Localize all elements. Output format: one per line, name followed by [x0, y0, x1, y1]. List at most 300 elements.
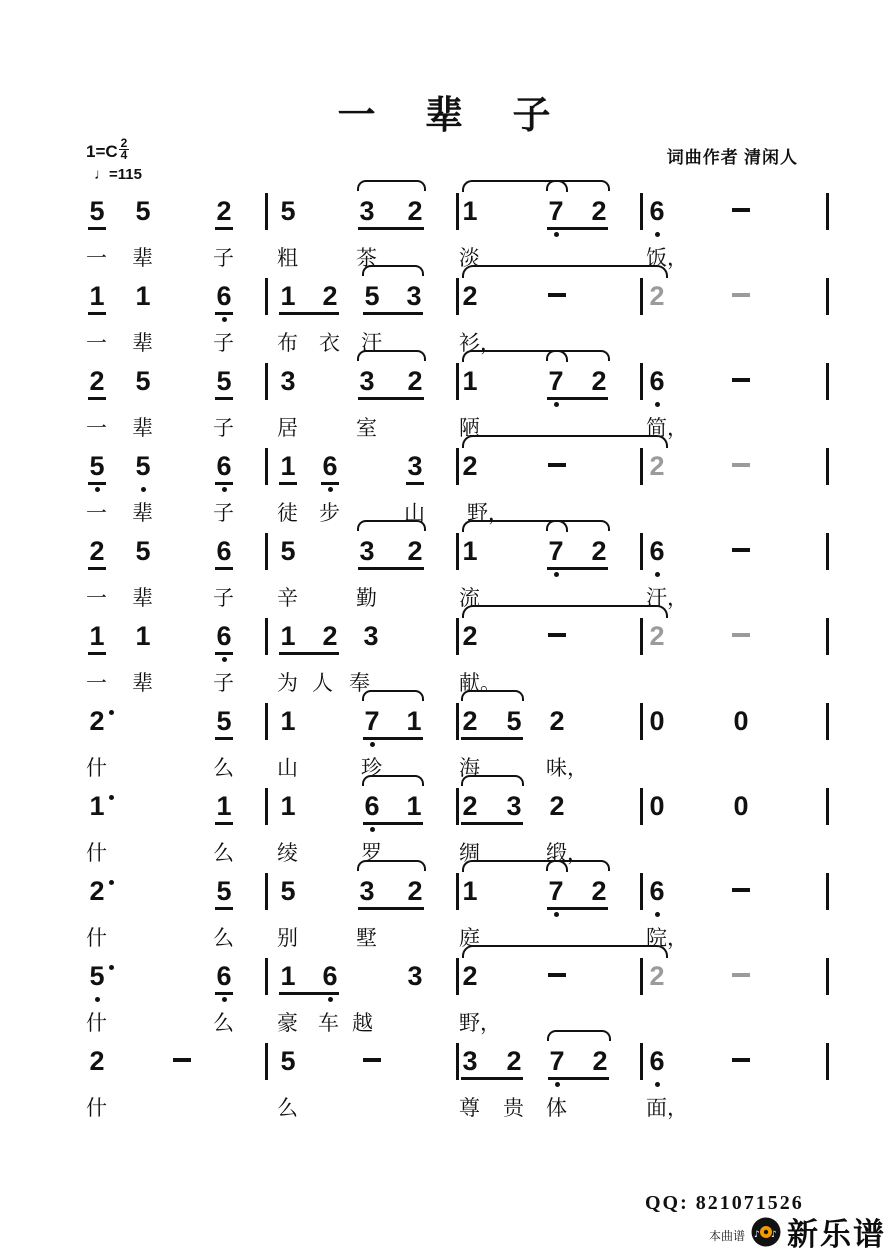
note-digit: 5 — [89, 961, 105, 991]
octave-dot-low — [95, 997, 100, 1002]
slur-arc — [357, 180, 426, 191]
note-digit: 1 — [216, 791, 232, 821]
barline — [265, 958, 268, 995]
lyric-syllable: 粗 — [277, 246, 298, 270]
note-digit: 2 — [462, 791, 478, 821]
note-digit: 2 — [322, 281, 338, 311]
octave-dot-low — [554, 232, 559, 237]
eighth-note-beam — [547, 227, 608, 230]
slur-arc — [546, 350, 610, 361]
note-digit: 5 — [89, 451, 105, 481]
barline — [265, 1043, 268, 1080]
lyric-syllable: 一 — [86, 246, 107, 270]
note-digit: 2 — [216, 196, 232, 226]
note-digit: 6 — [649, 196, 665, 226]
note-digit: 1 — [280, 621, 296, 651]
barline — [826, 618, 829, 655]
note-digit: 2 — [649, 451, 665, 481]
lyric-syllable: 么 — [213, 926, 234, 950]
eighth-note-beam — [215, 992, 233, 995]
octave-dot-low — [554, 912, 559, 917]
lyric-syllable: 野， — [467, 501, 509, 525]
lyric-syllable: 么 — [277, 1096, 298, 1120]
lyric-syllable: 什 — [86, 1011, 107, 1035]
brand-footer — [709, 1209, 888, 1254]
lyric-syllable: 一 — [86, 671, 107, 695]
barline — [265, 618, 268, 655]
eighth-note-beam — [88, 312, 106, 315]
note-digit: 1 — [462, 196, 478, 226]
eighth-note-beam — [461, 737, 523, 740]
note-digit: 5 — [216, 876, 232, 906]
note-digit: 2 — [649, 281, 665, 311]
duration-dash — [732, 463, 750, 467]
barline — [640, 788, 643, 825]
slur-arc — [547, 1030, 611, 1041]
note-digit: 2 — [89, 876, 105, 906]
lyric-syllable: 一 — [86, 586, 107, 610]
note-digit: 2 — [322, 621, 338, 651]
vinyl-record-icon — [750, 1216, 782, 1248]
note-digit: 3 — [359, 536, 375, 566]
note-digit: 2 — [592, 1046, 608, 1076]
lyric-syllable: 衫， — [459, 331, 501, 355]
lyric-syllable: 辛 — [277, 586, 298, 610]
barline — [826, 278, 829, 315]
lyric-syllable: 辈 — [132, 671, 153, 695]
lyric-syllable: 墅 — [356, 926, 377, 950]
eighth-note-beam — [88, 397, 106, 400]
note-digit: 6 — [649, 366, 665, 396]
eighth-note-beam — [547, 567, 608, 570]
note-digit: 5 — [135, 196, 151, 226]
slur-arc — [546, 180, 610, 191]
eighth-note-beam — [547, 907, 608, 910]
barline — [640, 448, 643, 485]
note-digit: 1 — [89, 621, 105, 651]
note-digit: 2 — [407, 876, 423, 906]
note-digit: 6 — [216, 281, 232, 311]
lyric-syllable: 献。 — [459, 671, 501, 695]
lyric-syllable: 辈 — [132, 246, 153, 270]
eighth-note-beam — [461, 1077, 523, 1080]
note-digit: 1 — [462, 536, 478, 566]
barline — [456, 363, 459, 400]
barline — [456, 193, 459, 230]
staff-system-8 — [0, 791, 888, 875]
note-digit: 1 — [135, 281, 151, 311]
barline — [826, 363, 829, 400]
octave-dot-low — [222, 657, 227, 662]
note-digit: 1 — [280, 281, 296, 311]
slur-arc — [462, 435, 668, 448]
lyric-syllable: 为 — [277, 671, 298, 695]
staff-system-9 — [0, 876, 888, 960]
note-digit: 5 — [135, 536, 151, 566]
note-digit: 5 — [280, 536, 296, 566]
lyric-syllable: 绸 — [459, 841, 480, 865]
lyric-syllable: 贵 — [503, 1096, 524, 1120]
note-digit: 2 — [506, 1046, 522, 1076]
barline — [265, 873, 268, 910]
note-digit: 6 — [364, 791, 380, 821]
lyric-syllable: 子 — [213, 586, 234, 610]
lyric-syllable: 什 — [86, 841, 107, 865]
note-digit: 2 — [462, 451, 478, 481]
note-digit: 2 — [462, 961, 478, 991]
note-digit: 2 — [89, 366, 105, 396]
staff-system-7 — [0, 706, 888, 790]
lyric-syllable: 越 — [352, 1011, 373, 1035]
lyric-syllable: 简， — [646, 416, 688, 440]
duration-dash — [732, 888, 750, 892]
eighth-note-beam — [279, 652, 339, 655]
slur-arc — [462, 945, 668, 958]
note-digit: 7 — [548, 876, 564, 906]
slur-arc — [362, 265, 424, 276]
eighth-note-beam — [358, 567, 424, 570]
barline — [265, 278, 268, 315]
lyric-syllable: 一 — [86, 501, 107, 525]
note-digit: 1 — [406, 706, 422, 736]
duration-dash — [732, 1058, 750, 1062]
lyric-syllable: 辈 — [132, 416, 153, 440]
svg-text:♪: ♪ — [754, 1229, 760, 1240]
note-digit: 6 — [322, 961, 338, 991]
note-digit: 2 — [591, 196, 607, 226]
augmentation-dot — [109, 710, 114, 715]
lyric-syllable: 豪 — [277, 1011, 298, 1035]
note-digit: 7 — [548, 366, 564, 396]
eighth-note-beam — [279, 992, 339, 995]
note-digit: 3 — [363, 621, 379, 651]
octave-dot-low — [222, 997, 227, 1002]
duration-dash — [732, 633, 750, 637]
lyric-syllable: 绫 — [277, 841, 298, 865]
eighth-note-beam — [88, 652, 106, 655]
duration-dash — [548, 463, 566, 467]
eighth-note-beam — [358, 907, 424, 910]
octave-dot-low — [655, 232, 660, 237]
lyric-syllable: 体 — [546, 1096, 567, 1120]
svg-text:♪: ♪ — [771, 1229, 777, 1240]
lyric-syllable: 勤 — [356, 586, 377, 610]
barline — [640, 873, 643, 910]
duration-dash — [173, 1058, 191, 1062]
note-digit: 1 — [280, 961, 296, 991]
note-digit: 2 — [462, 706, 478, 736]
staff-system-11 — [0, 1046, 888, 1130]
barline — [265, 703, 268, 740]
eighth-note-beam — [215, 907, 233, 910]
octave-dot-low — [95, 487, 100, 492]
note-digit: 2 — [549, 706, 565, 736]
lyric-syllable: 人 — [312, 671, 333, 695]
lyric-syllable: 野， — [459, 1011, 501, 1035]
note-digit: 5 — [89, 196, 105, 226]
lyric-syllable: 辈 — [132, 586, 153, 610]
barline — [456, 788, 459, 825]
barline — [826, 193, 829, 230]
qq-contact: QQ: 821071526 — [645, 1192, 804, 1214]
lyric-syllable: 味， — [546, 756, 588, 780]
octave-dot-low — [222, 317, 227, 322]
note-digit: 1 — [280, 791, 296, 821]
barline — [640, 703, 643, 740]
note-digit: 0 — [733, 791, 749, 821]
barline — [456, 448, 459, 485]
eighth-note-beam — [321, 482, 339, 485]
meter-numerator: 2 — [120, 136, 128, 150]
lyric-syllable: 汗 — [361, 331, 382, 355]
note-digit: 2 — [649, 621, 665, 651]
eighth-note-beam — [88, 567, 106, 570]
note-digit: 2 — [89, 1046, 105, 1076]
eighth-note-beam — [363, 312, 423, 315]
lyric-syllable: 么 — [213, 756, 234, 780]
eighth-note-beam — [358, 397, 424, 400]
eighth-note-beam — [547, 397, 608, 400]
lyric-syllable: 罗 — [361, 841, 382, 865]
note-digit: 2 — [407, 366, 423, 396]
brand-name-label: 新乐谱 — [787, 1217, 886, 1252]
lyric-syllable: 什 — [86, 756, 107, 780]
duration-dash — [363, 1058, 381, 1062]
slur-arc — [357, 520, 426, 531]
barline — [640, 278, 643, 315]
eighth-note-beam — [215, 567, 233, 570]
lyric-syllable: 饭， — [646, 246, 688, 270]
slur-arc — [546, 860, 610, 871]
lyric-syllable: 居 — [277, 416, 298, 440]
note-digit: 0 — [733, 706, 749, 736]
note-digit: 5 — [216, 706, 232, 736]
duration-dash — [732, 973, 750, 977]
lyric-syllable: 一 — [86, 331, 107, 355]
duration-dash — [732, 293, 750, 297]
lyric-syllable: 尊 — [459, 1096, 480, 1120]
barline — [265, 363, 268, 400]
note-digit: 2 — [89, 706, 105, 736]
lyric-syllable: 什 — [86, 1096, 107, 1120]
note-digit: 1 — [135, 621, 151, 651]
lyric-syllable: 子 — [213, 671, 234, 695]
barline — [456, 1043, 459, 1080]
note-digit: 5 — [280, 1046, 296, 1076]
eighth-note-beam — [215, 312, 233, 315]
note-digit: 3 — [359, 876, 375, 906]
duration-dash — [548, 973, 566, 977]
duration-dash — [732, 208, 750, 212]
lyric-syllable: 子 — [213, 501, 234, 525]
duration-dash — [548, 293, 566, 297]
augmentation-dot — [109, 795, 114, 800]
lyric-syllable: 么 — [213, 841, 234, 865]
eighth-note-beam — [363, 822, 423, 825]
note-digit: 1 — [280, 706, 296, 736]
lyric-syllable: 海 — [459, 756, 480, 780]
eighth-note-beam — [215, 652, 233, 655]
duration-dash — [732, 378, 750, 382]
note-digit: 5 — [135, 366, 151, 396]
lyric-syllable: 珍 — [361, 756, 382, 780]
song-title: 一 辈 子 — [337, 95, 571, 137]
note-digit: 3 — [506, 791, 522, 821]
lyric-syllable: 别 — [277, 926, 298, 950]
barline — [826, 873, 829, 910]
slur-arc — [362, 690, 424, 701]
barline — [640, 618, 643, 655]
barline — [826, 533, 829, 570]
eighth-note-beam — [215, 737, 233, 740]
note-digit: 2 — [462, 281, 478, 311]
lyric-syllable: 陋 — [459, 416, 480, 440]
note-digit: 3 — [407, 451, 423, 481]
octave-dot-low — [555, 1082, 560, 1087]
lyric-syllable: 汗， — [646, 586, 688, 610]
lyric-syllable: 步 — [319, 501, 340, 525]
slur-arc — [461, 775, 524, 786]
barline — [826, 448, 829, 485]
eighth-note-beam — [548, 1077, 609, 1080]
note-digit: 6 — [216, 536, 232, 566]
lyric-syllable: 辈 — [132, 501, 153, 525]
slur-arc — [357, 860, 426, 871]
note-digit: 2 — [407, 536, 423, 566]
barline — [265, 533, 268, 570]
octave-dot-low — [328, 997, 333, 1002]
octave-dot-low — [141, 487, 146, 492]
augmentation-dot — [109, 880, 114, 885]
eighth-note-beam — [215, 822, 233, 825]
barline — [640, 363, 643, 400]
note-digit: 1 — [89, 791, 105, 821]
octave-dot-low — [370, 742, 375, 747]
note-digit: 5 — [216, 366, 232, 396]
barline — [826, 703, 829, 740]
barline — [456, 958, 459, 995]
lyric-syllable: 子 — [213, 246, 234, 270]
lyric-syllable: 一 — [86, 416, 107, 440]
eighth-note-beam — [215, 397, 233, 400]
note-digit: 2 — [591, 366, 607, 396]
note-digit: 7 — [364, 706, 380, 736]
barline — [456, 278, 459, 315]
note-digit: 3 — [280, 366, 296, 396]
eighth-note-beam — [88, 227, 106, 230]
lyric-syllable: 流 — [459, 586, 480, 610]
brand-prefix-label: 本曲谱 — [708, 1229, 745, 1243]
lyric-syllable: 子 — [213, 331, 234, 355]
slur-arc — [462, 605, 668, 618]
slur-arc — [462, 265, 668, 278]
author-credit: 词曲作者 清闲人 — [666, 148, 798, 167]
barline — [456, 703, 459, 740]
note-digit: 1 — [280, 451, 296, 481]
staff-system-1 — [0, 196, 888, 280]
eighth-note-beam — [88, 482, 106, 485]
note-digit: 3 — [359, 366, 375, 396]
lyric-syllable: 面， — [646, 1096, 688, 1120]
note-digit: 7 — [549, 1046, 565, 1076]
slur-arc — [362, 775, 424, 786]
note-digit: 2 — [649, 961, 665, 991]
note-digit: 2 — [591, 876, 607, 906]
octave-dot-low — [222, 487, 227, 492]
lyric-syllable: 什 — [86, 926, 107, 950]
note-digit: 6 — [649, 1046, 665, 1076]
duration-dash — [548, 633, 566, 637]
slur-arc — [461, 690, 524, 701]
note-digit: 2 — [549, 791, 565, 821]
octave-dot-low — [554, 572, 559, 577]
lyric-syllable: 子 — [213, 416, 234, 440]
barline — [456, 618, 459, 655]
eighth-note-beam — [461, 822, 523, 825]
slur-arc — [546, 520, 610, 531]
eighth-note-beam — [279, 312, 339, 315]
note-digit: 1 — [462, 876, 478, 906]
key-label: 1=C — [86, 142, 118, 161]
note-digit: 5 — [280, 196, 296, 226]
lyric-syllable: 山 — [404, 501, 425, 525]
note-digit: 3 — [462, 1046, 478, 1076]
note-digit: 6 — [216, 961, 232, 991]
eighth-note-beam — [358, 227, 424, 230]
lyric-syllable: 院， — [646, 926, 688, 950]
barline — [456, 533, 459, 570]
barline — [640, 193, 643, 230]
octave-dot-low — [655, 1082, 660, 1087]
note-digit: 3 — [359, 196, 375, 226]
barline — [640, 1043, 643, 1080]
barline — [640, 958, 643, 995]
note-digit: 0 — [649, 791, 665, 821]
note-digit: 5 — [135, 451, 151, 481]
lyric-syllable: 缎， — [546, 841, 588, 865]
note-digit: 7 — [548, 536, 564, 566]
eighth-note-beam — [215, 482, 233, 485]
lyric-syllable: 徒 — [277, 501, 298, 525]
lyric-syllable: 茶 — [356, 246, 377, 270]
note-digit: 1 — [406, 791, 422, 821]
note-digit: 1 — [462, 366, 478, 396]
lyric-syllable: 辈 — [132, 331, 153, 355]
note-digit: 0 — [649, 706, 665, 736]
note-digit: 2 — [407, 196, 423, 226]
lyric-syllable: 室 — [356, 416, 377, 440]
note-digit: 6 — [649, 876, 665, 906]
lyric-syllable: 衣 — [319, 331, 340, 355]
octave-dot-low — [655, 572, 660, 577]
note-digit: 6 — [322, 451, 338, 481]
lyric-syllable: 么 — [213, 1011, 234, 1035]
barline — [265, 193, 268, 230]
tempo-marking: ♩=115 — [94, 166, 142, 183]
note-digit: 2 — [89, 536, 105, 566]
eighth-note-beam — [363, 737, 423, 740]
note-digit: 5 — [506, 706, 522, 736]
lyric-syllable: 布 — [277, 331, 298, 355]
duration-dash — [732, 548, 750, 552]
note-digit: 5 — [280, 876, 296, 906]
lyric-syllable: 庭 — [459, 926, 480, 950]
staff-system-6 — [0, 621, 888, 705]
note-digit: 1 — [89, 281, 105, 311]
octave-dot-low — [554, 402, 559, 407]
note-digit: 3 — [406, 281, 422, 311]
lyric-syllable: 淡 — [459, 246, 480, 270]
